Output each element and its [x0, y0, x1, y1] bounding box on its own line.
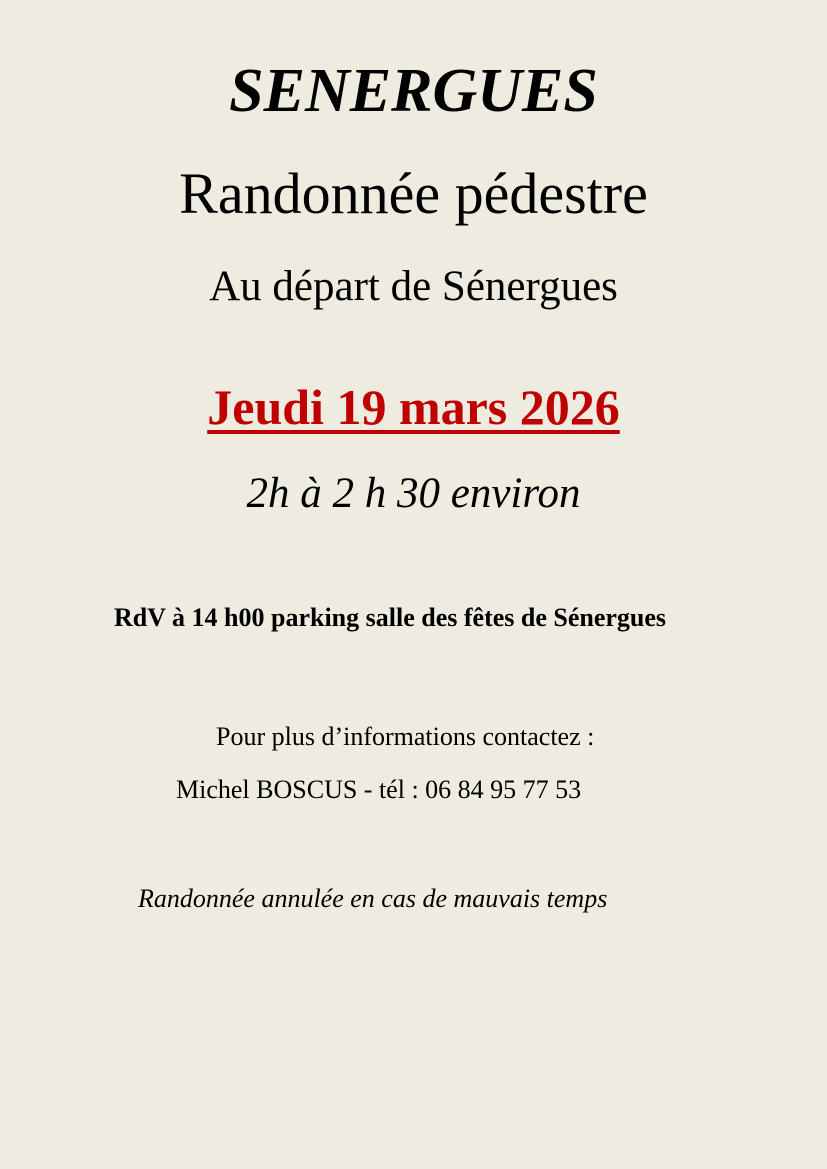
event-duration: 2h à 2 h 30 environ: [246, 470, 581, 517]
departure-subheading: Au départ de Sénergues: [209, 263, 618, 310]
contact-person: Michel BOSCUS - tél : 06 84 95 77 53: [176, 775, 582, 804]
event-date-text: Jeudi 19 mars 2026: [207, 379, 620, 435]
event-date: [0, 379, 827, 435]
weather-notice: Randonnée annulée en cas de mauvais temps: [138, 884, 608, 913]
town-title: SENERGUES: [229, 57, 598, 125]
contact-intro: Pour plus d’informations contactez :: [216, 722, 595, 751]
activity-heading: Randonnée pédestre: [179, 161, 648, 226]
meeting-point: RdV à 14 h00 parking salle des fêtes de Sénergues: [114, 603, 667, 632]
